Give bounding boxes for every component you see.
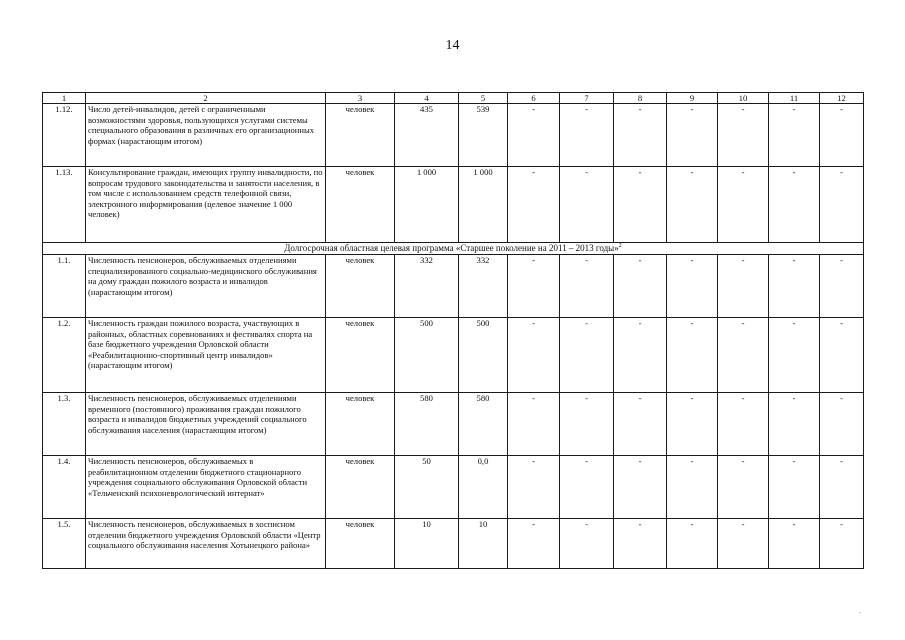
column-number: 12 [820,93,864,104]
row-empty-value: - [667,519,718,569]
row-number: 1.3. [43,393,86,456]
table-row [43,167,864,243]
column-number: 11 [769,93,820,104]
row-empty-value: - [769,519,820,569]
row-empty-value: - [667,167,718,243]
row-empty-value: - [820,104,864,167]
row-description: Численность пенсионеров, обслуживаемых отделениями временного (постоянного) проживания граждан пожилого возраста и инвалидов бюджетных учреждений социального обслуживания населения (нарастающим итогом) [86,393,326,456]
row-empty-value: - [508,318,560,393]
row-unit: человек [326,318,395,393]
table-row [43,104,864,167]
row-value-col4: 10 [395,519,459,569]
row-empty-value: - [508,167,560,243]
row-empty-value: - [560,519,614,569]
indicators-table [42,92,864,569]
row-value-col5: 0,0 [459,456,508,519]
section-title: Долгосрочная областная целевая программа «Старшее поколение на 2011 – 2013 годы» [284,243,619,253]
row-empty-value: - [614,255,667,318]
row-description: Консультирование граждан, имеющих группу инвалидности, по вопросам трудового законодательства и занятости населения, в том числе с использованием средств телефонной связи, электронного информирования (целевое значение 1 000 человек) [86,167,326,243]
row-number: 1.5. [43,519,86,569]
scan-speck: . [859,606,861,615]
row-empty-value: - [718,318,769,393]
row-description: Численность пенсионеров, обслуживаемых в реабилитационном отделении бюджетного стационарного учреждения социального обслуживания Орловской области «Тельченский психоневрологический интернат» [86,456,326,519]
row-empty-value: - [508,519,560,569]
row-number: 1.4. [43,456,86,519]
table-row [43,255,864,318]
row-empty-value: - [769,393,820,456]
row-value-col4: 1 000 [395,167,459,243]
row-empty-value: - [769,104,820,167]
row-empty-value: - [718,519,769,569]
column-number: 1 [43,93,86,104]
column-number-row [43,93,864,104]
row-empty-value: - [508,255,560,318]
row-empty-value: - [820,318,864,393]
section-row [43,243,864,255]
row-description: Численность пенсионеров, обслуживаемых отделениями специализированного социально-медицинского обслуживания на дому граждан пожилого возраста и инвалидов (нарастающим итогом) [86,255,326,318]
row-empty-value: - [769,456,820,519]
row-value-col5: 500 [459,318,508,393]
row-empty-value: - [820,255,864,318]
row-empty-value: - [614,393,667,456]
section-footnote-mark: 2 [618,243,622,249]
row-empty-value: - [614,318,667,393]
row-value-col4: 435 [395,104,459,167]
row-empty-value: - [769,255,820,318]
row-description: Численность пенсионеров, обслуживаемых в хосписном отделении бюджетного учреждения Орловской области «Центр социального обслуживания населения Хотынецкого района» [86,519,326,569]
row-empty-value: - [769,318,820,393]
row-empty-value: - [614,519,667,569]
row-empty-value: - [614,104,667,167]
column-number: 5 [459,93,508,104]
column-number: 2 [86,93,326,104]
row-empty-value: - [560,255,614,318]
row-empty-value: - [667,104,718,167]
table-row [43,318,864,393]
row-empty-value: - [718,456,769,519]
row-value-col5: 10 [459,519,508,569]
row-unit: человек [326,167,395,243]
table-row [43,393,864,456]
column-number: 3 [326,93,395,104]
row-unit: человек [326,393,395,456]
table-row [43,456,864,519]
row-empty-value: - [667,255,718,318]
row-value-col4: 332 [395,255,459,318]
row-empty-value: - [667,456,718,519]
row-empty-value: - [769,167,820,243]
page-number: 14 [445,38,460,53]
column-number: 8 [614,93,667,104]
column-number: 7 [560,93,614,104]
row-empty-value: - [560,318,614,393]
column-number: 4 [395,93,459,104]
row-number: 1.1. [43,255,86,318]
row-empty-value: - [820,456,864,519]
section-title-cell [43,243,864,255]
row-number: 1.2. [43,318,86,393]
row-empty-value: - [614,456,667,519]
row-value-col5: 1 000 [459,167,508,243]
row-number: 1.13. [43,167,86,243]
row-unit: человек [326,456,395,519]
row-description: Число детей-инвалидов, детей с ограниченными возможностями здоровья, пользующихся услугами системы специального образования в различных его организационных формах (нарастающим итогом) [86,104,326,167]
row-empty-value: - [820,167,864,243]
row-empty-value: - [718,104,769,167]
row-unit: человек [326,255,395,318]
row-value-col4: 50 [395,456,459,519]
row-empty-value: - [508,393,560,456]
table-row [43,519,864,569]
row-value-col4: 500 [395,318,459,393]
row-empty-value: - [508,104,560,167]
row-empty-value: - [560,104,614,167]
row-empty-value: - [560,167,614,243]
row-number: 1.12. [43,104,86,167]
row-empty-value: - [667,393,718,456]
row-unit: человек [326,104,395,167]
row-empty-value: - [560,456,614,519]
row-empty-value: - [820,393,864,456]
row-empty-value: - [508,456,560,519]
row-empty-value: - [718,255,769,318]
row-value-col5: 580 [459,393,508,456]
row-empty-value: - [560,393,614,456]
row-empty-value: - [667,318,718,393]
row-empty-value: - [718,167,769,243]
row-value-col5: 539 [459,104,508,167]
row-value-col4: 580 [395,393,459,456]
column-number: 9 [667,93,718,104]
column-number: 6 [508,93,560,104]
column-number: 10 [718,93,769,104]
row-empty-value: - [718,393,769,456]
row-empty-value: - [614,167,667,243]
row-unit: человек [326,519,395,569]
row-value-col5: 332 [459,255,508,318]
row-description: Численность граждан пожилого возраста, участвующих в районных, областных соревнованиях и фестивалях спорта на базе бюджетного учреждения Орловской области «Реабилитационно-спортивный центр инвалидов» (нарастающим итогом) [86,318,326,393]
row-empty-value: - [820,519,864,569]
